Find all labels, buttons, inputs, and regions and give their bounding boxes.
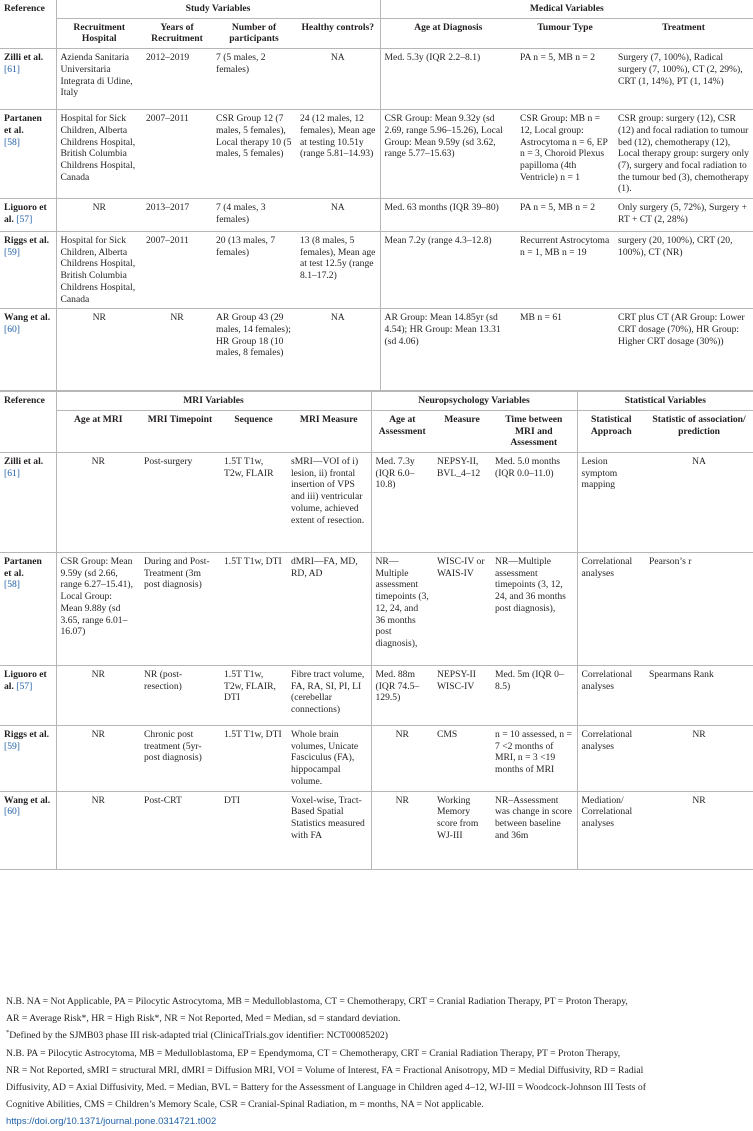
study-medical-table: [0, 0, 753, 391]
table-cell: 1.5T T1w, T2w, FLAIR: [220, 453, 287, 553]
col-header: MRI Timepoint: [140, 410, 220, 452]
table-cell: Med. 88m (IQR 74.5–129.5): [371, 666, 433, 726]
table-cell: Azienda Sanitaria Universitaria Integrata di Udine, Italy: [56, 49, 142, 110]
table-cell: Fibre tract volume, FA, RA, SI, PI, LI (cerebellar connections): [287, 666, 371, 726]
table-row: [0, 199, 753, 232]
table-cell: NR: [56, 309, 142, 391]
col-header: Number of participants: [212, 18, 296, 48]
table-cell: AR Group 43 (29 males, 14 females); HR Group 18 (10 males, 8 females): [212, 309, 296, 391]
table-cell: 2013–2017: [142, 199, 212, 232]
table-cell: Lesion symptom mapping: [577, 453, 645, 553]
table-cell: NEPSY-II, BVL_4–12: [433, 453, 491, 553]
col-header: Recruitment Hospital: [56, 18, 142, 48]
table-row: [0, 726, 753, 792]
table-cell: WISC-IV or WAIS-IV: [433, 553, 491, 666]
col-header: Age at Assessment: [371, 410, 433, 452]
table-row: [0, 666, 753, 726]
table-cell: Med. 5.0 months (IQR 0.0–11.0): [491, 453, 577, 553]
table-cell: NA: [296, 49, 380, 110]
statistical-variables-header: Statistical Variables: [577, 392, 753, 411]
table-cell: Correlational analyses: [577, 553, 645, 666]
table-cell: Hospital for Sick Children, Alberta Childrens Hospital, British Columbia Childrens Hospital, Canada: [56, 232, 142, 309]
table-row: [0, 49, 753, 110]
col-header: Measure: [433, 410, 491, 452]
table-row: [0, 110, 753, 199]
table-footnotes: [6, 993, 751, 1131]
citation-link[interactable]: [60]: [4, 323, 20, 335]
footnote-line: N.B. NA = Not Applicable, PA = Pilocytic Astrocytoma, MB = Medulloblastoma, CT = Chemotherapy, CRT = Cranial Radiation Therapy, PT = Proton Therapy,: [6, 996, 628, 1007]
footnote-line: Diffusivity, AD = Axial Diffusivity, Med. = Median, BVL = Battery for the Assessment of Language in Children aged 4–12, WJ-III = Woodcock-Johnson III Tests of: [6, 1082, 646, 1094]
reference-cell: Liguoro et al. [57]: [0, 199, 56, 232]
table-cell: CSR Group: MB n = 12, Local group: Astrocytoma n = 6, EP n = 3, Choroid Plexus papilloma (4th Ventricle) n = 1: [516, 110, 614, 199]
table-cell: 24 (12 males, 12 females), Mean age at testing 10.51y (range 5.81–14.93): [296, 110, 380, 199]
table-cell: NR—Multiple assessment timepoints (3, 12, 24, and 36 months post diagnosis),: [371, 553, 433, 666]
table-cell: Correlational analyses: [577, 726, 645, 792]
reference-cell: Zilli et al. [61]: [0, 453, 56, 553]
table-cell: NR: [371, 791, 433, 869]
table-cell: Med. 7.3y (IQR 6.0–10.8): [371, 453, 433, 553]
table-cell: NR–Assessment was change in score between baseline and 36m: [491, 791, 577, 869]
reference-cell: Liguoro et al. [57]: [0, 666, 56, 726]
citation-link[interactable]: [59]: [4, 740, 20, 752]
table-cell: 13 (8 males, 5 females), Mean age at test 12.5y (range 8.1–17.2): [296, 232, 380, 309]
reference-cell: Zilli et al. [61]: [0, 49, 56, 110]
citation-link[interactable]: [61]: [4, 63, 20, 75]
col-header: Treatment: [614, 18, 753, 48]
col-header: Time between MRI and Assessment: [491, 410, 577, 452]
mri-variables-header: MRI Variables: [56, 392, 371, 411]
table-cell: dMRI—FA, MD, RD, AD: [287, 553, 371, 666]
footnote-line: Cognitive Abilities, CMS = Children’s Memory Scale, CSR = Cranial-Spinal Radiation, m = months, NA = Not applicable.: [6, 1099, 484, 1111]
table-cell: 1.5T T1w, DTI: [220, 726, 287, 792]
table-cell: NR: [645, 791, 753, 869]
table-cell: CSR Group: Mean 9.59y (sd 2.66, range 6.27–15.41), Local Group: Mean 9.88y (sd 3.65, range 6.01–16.07): [56, 553, 140, 666]
table-cell: CRT plus CT (AR Group: Lower CRT dosage (70%), HR Group: Higher CRT dosage (30%)): [614, 309, 753, 391]
table-cell: AR Group: Mean 14.85yr (sd 4.54); HR Group: Mean 13.31 (sd 4.06): [380, 309, 516, 391]
reference-cell: Partanen et al. [58]: [0, 110, 56, 199]
col-header: Tumour Type: [516, 18, 614, 48]
table-cell: Only surgery (5, 72%), Surgery + RT + CT (2, 28%): [614, 199, 753, 232]
table-cell: Recurrent Astrocytoma n = 1, MB n = 19: [516, 232, 614, 309]
table-cell: Spearmans Rank: [645, 666, 753, 726]
table-cell: NA: [296, 199, 380, 232]
col-header: Statistical Approach: [577, 410, 645, 452]
table-cell: PA n = 5, MB n = 2: [516, 49, 614, 110]
table-cell: 2007–2011: [142, 232, 212, 309]
reference-header: Reference: [0, 392, 56, 411]
col-header: Age at MRI: [56, 410, 140, 452]
table-cell: Mediation/ Correlational analyses: [577, 791, 645, 869]
table-cell: 1.5T T1w, T2w, FLAIR, DTI: [220, 666, 287, 726]
table-cell: NR: [56, 199, 142, 232]
table-cell: Correlational analyses: [577, 666, 645, 726]
table-cell: 1.5T T1w, DTI: [220, 553, 287, 666]
table-cell: Med. 63 months (IQR 39–80): [380, 199, 516, 232]
reference-cell: Wang et al. [60]: [0, 309, 56, 391]
table-cell: Surgery (7, 100%), Radical surgery (7, 100%), CT (2, 29%), CRT (1, 14%), PT (1, 14%): [614, 49, 753, 110]
table-cell: CMS: [433, 726, 491, 792]
table-cell: Voxel-wise, Tract-Based Spatial Statistics measured with FA: [287, 791, 371, 869]
table-cell: NR: [56, 726, 140, 792]
citation-link[interactable]: [60]: [4, 806, 20, 818]
table-cell: Chronic post treatment (5yr-post diagnosis): [140, 726, 220, 792]
footnote-line: N.B. PA = Pilocytic Astrocytoma, MB = Medulloblastoma, EP = Ependymoma, CT = Chemotherapy, CRT = Cranial Radiation Therapy, PT = Proton Therapy,: [6, 1047, 621, 1059]
footnote-line: AR = Average Risk*, HR = High Risk*, NR = Not Reported, Med = Median, sd = standard deviation.: [6, 1013, 401, 1025]
table-cell: DTI: [220, 791, 287, 869]
study-variables-header: Study Variables: [56, 0, 380, 18]
col-header: MRI Measure: [287, 410, 371, 452]
table-cell: NA: [645, 453, 753, 553]
reference-cell: Riggs et al. [59]: [0, 726, 56, 792]
citation-link[interactable]: [57]: [16, 680, 33, 692]
table-cell: Post-CRT: [140, 791, 220, 869]
table-cell: Med. 5.3y (IQR 2.2–8.1): [380, 49, 516, 110]
footnote-marker: *: [6, 1029, 10, 1037]
doi-link[interactable]: https://doi.org/10.1371/journal.pone.0314721.t002: [6, 1116, 217, 1128]
table-cell: Pearson’s r: [645, 553, 753, 666]
table-row: [0, 553, 753, 666]
table-cell: NR: [56, 666, 140, 726]
table-cell: Mean 7.2y (range 4.3–12.8): [380, 232, 516, 309]
footnote-line: *Defined by the SJMB03 phase III risk-adapted trial (ClinicalTrials.gov identifier: NCT00085202): [6, 1029, 388, 1042]
col-header: Sequence: [220, 410, 287, 452]
col-header: Age at Diagnosis: [380, 18, 516, 48]
table-cell: NR: [645, 726, 753, 792]
table-cell: n = 10 assessed, n = 7 <2 months of MRI, n = 3 <19 months of MRI: [491, 726, 577, 792]
table-cell: NR: [56, 453, 140, 553]
table-cell: 2007–2011: [142, 110, 212, 199]
table-cell: Post-surgery: [140, 453, 220, 553]
citation-link[interactable]: [58]: [4, 579, 20, 591]
table-cell: Whole brain volumes, Unicate Fasciculus (FA), hippocampal volume.: [287, 726, 371, 792]
citation-link[interactable]: [58]: [4, 136, 20, 148]
table-row: [0, 232, 753, 309]
citation-link[interactable]: [59]: [4, 246, 20, 258]
table-row: [0, 309, 753, 391]
table-cell: 7 (4 males, 3 females): [212, 199, 296, 232]
table-cell: NR: [142, 309, 212, 391]
citation-link[interactable]: [57]: [16, 213, 33, 225]
reference-cell: Riggs et al. [59]: [0, 232, 56, 309]
table-cell: During and Post-Treatment (3m post diagnosis): [140, 553, 220, 666]
table-cell: NR: [371, 726, 433, 792]
table-row: [0, 453, 753, 553]
table-cell: CSR group: surgery (12), CSR (12) and focal radiation to tumour bed (12), chemotherapy (12), Local therapy group: surgery only (7), surgery and focal radiation to the tumour bed (3), chemotherapy (1).: [614, 110, 753, 199]
table-cell: NR: [56, 791, 140, 869]
table-row: [0, 791, 753, 869]
table-cell: NA: [296, 309, 380, 391]
table-cell: 20 (13 males, 7 females): [212, 232, 296, 309]
table-cell: CSR Group: Mean 9.32y (sd 2.69, range 5.96–15.26), Local Group: Mean 9.59y (sd 3.62, range 5.77–15.63): [380, 110, 516, 199]
reference-cell: Partanen et al. [58]: [0, 553, 56, 666]
table-cell: surgery (20, 100%), CRT (20, 100%), CT (NR): [614, 232, 753, 309]
table-cell: CSR Group 12 (7 males, 5 females), Local therapy 10 (5 males, 5 females): [212, 110, 296, 199]
table-cell: Working Memory score from WJ-III: [433, 791, 491, 869]
neuropsychology-variables-header: Neuropsychology Variables: [371, 392, 577, 411]
footnote-line: NR = Not Reported, sMRI = structural MRI, dMRI = Diffusion MRI, VOI = Volume of Interest, FA = Fractional Anisotropy, MD = Medial Diffusivity, RD = Radial: [6, 1064, 644, 1076]
col-header: Healthy controls?: [296, 18, 380, 48]
citation-link[interactable]: [61]: [4, 467, 20, 479]
reference-cell: Wang et al. [60]: [0, 791, 56, 869]
table-cell: sMRI—VOI of i) lesion, ii) frontal insertion of VPS and iii) ventricular volume, achieved extent of resection.: [287, 453, 371, 553]
col-header: Years of Recruitment: [142, 18, 212, 48]
col-header: Statistic of association/ prediction: [645, 410, 753, 452]
table-cell: PA n = 5, MB n = 2: [516, 199, 614, 232]
medical-variables-header: Medical Variables: [380, 0, 753, 18]
table-cell: MB n = 61: [516, 309, 614, 391]
table-cell: NR (post-resection): [140, 666, 220, 726]
reference-header: Reference: [4, 3, 45, 14]
table-cell: Med. 5m (IQR 0–8.5): [491, 666, 577, 726]
table-cell: Hospital for Sick Children, Alberta Childrens Hospital, British Columbia Childrens Hospital, Canada: [56, 110, 142, 199]
table-cell: 7 (5 males, 2 females): [212, 49, 296, 110]
mri-neuro-stat-table: [0, 391, 753, 869]
table-cell: NR—Multiple assessment timepoints (3, 12, 24, and 36 months post diagnosis),: [491, 553, 577, 666]
table-cell: NEPSY-II WISC-IV: [433, 666, 491, 726]
table-cell: 2012–2019: [142, 49, 212, 110]
